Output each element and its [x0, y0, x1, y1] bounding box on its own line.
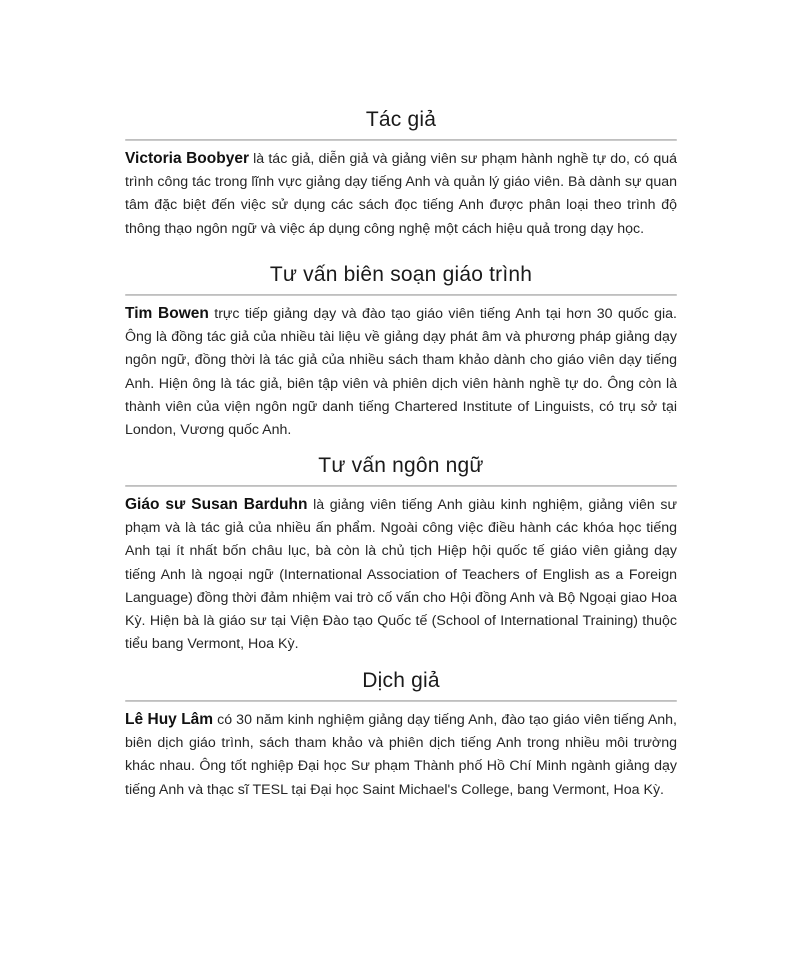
- translator-bio: [125, 708, 677, 802]
- person-name: Giáo sư Susan Barduhn: [125, 496, 308, 513]
- section-language-consultant: [125, 452, 677, 656]
- section-divider: [125, 485, 677, 487]
- section-title: Tư vấn ngôn ngữ: [318, 454, 484, 477]
- person-name: Victoria Boobyer: [125, 150, 249, 167]
- bio-text: trực tiếp giảng dạy và đào tạo giáo viên tiếng Anh tại hơn 30 quốc gia. Ông là đồng tác giả của nhiều tài liệu về giảng dạy phát âm và phương pháp giảng dạy ngôn ngữ, đồng thời là tác giả của nhiều sách tham khảo dành cho giáo viên dạy tiếng Anh. Hiện ông là tác giả, biên tập viên và phiên dịch viên hành nghề tự do. Ông còn là thành viên của viện ngôn ngữ danh tiếng Chartered Institute of Linguists, có trụ sở tại London, Vương quốc Anh.: [125, 306, 678, 439]
- person-name: Lê Huy Lâm: [125, 711, 214, 728]
- bio-text: có 30 năm kinh nghiệm giảng dạy tiếng Anh, đào tạo giáo viên tiếng Anh, biên dịch giáo trình, sách tham khảo và phiên dịch tiếng Anh trong nhiều môi trường khác nhau. Ông tốt nghiệp Đại học Sư phạm Thành phố Hồ Chí Minh ngành giảng dạy tiếng Anh và thạc sĩ TESL tại Đại học Saint Michael's College, bang Vermont, Hoa Kỳ.: [125, 712, 678, 798]
- language-consultant-bio: [125, 493, 677, 656]
- author-bio: [125, 147, 677, 241]
- section-divider: [125, 294, 677, 296]
- consultant-bio: [125, 302, 677, 442]
- section-title: Dịch giả: [362, 669, 440, 692]
- section-title: Tác giả: [365, 108, 437, 131]
- bio-text: là tác giả, diễn giả và giảng viên sư phạm hành nghề tự do, có quá trình công tác trong lĩnh vực giảng dạy tiếng Anh và quản lý giáo viên. Bà dành sự quan tâm đặc biệt đến việc sử dụng các sách đọc tiếng Anh được phân loại theo trình độ thông thạo ngôn ngữ và việc áp dụng công nghệ một cách hiệu quả trong dạy học.: [125, 151, 677, 237]
- bio-text: là giảng viên tiếng Anh giàu kinh nghiệm, giảng viên sư phạm và là tác giả của nhiều ấn phẩm. Ngoài công việc điều hành các khóa học tiếng Anh tại ít nhất bốn châu lục, bà còn là chủ tịch Hiệp hội quốc tế giáo viên giảng dạy tiếng Anh là ngoại ngữ (International Association of Teachers of English as a Foreign Language) đồng thời đảm nhiệm vai trò cố vấn cho Hội đồng Anh và Bộ Ngoại giao Hoa Kỳ. Hiện bà là giáo sư tại Viện Đào tạo Quốc tế (School of International Training) thuộc tiểu bang Vermont, Hoa Kỳ.: [125, 497, 677, 653]
- person-name: Tim Bowen: [125, 305, 209, 322]
- section-title: Tư vấn biên soạn giáo trình: [269, 263, 533, 286]
- section-divider: [125, 700, 677, 702]
- section-author: [125, 106, 677, 241]
- section-translator: [125, 667, 677, 802]
- section-curriculum-consultant: [125, 261, 677, 442]
- section-divider: [125, 139, 677, 141]
